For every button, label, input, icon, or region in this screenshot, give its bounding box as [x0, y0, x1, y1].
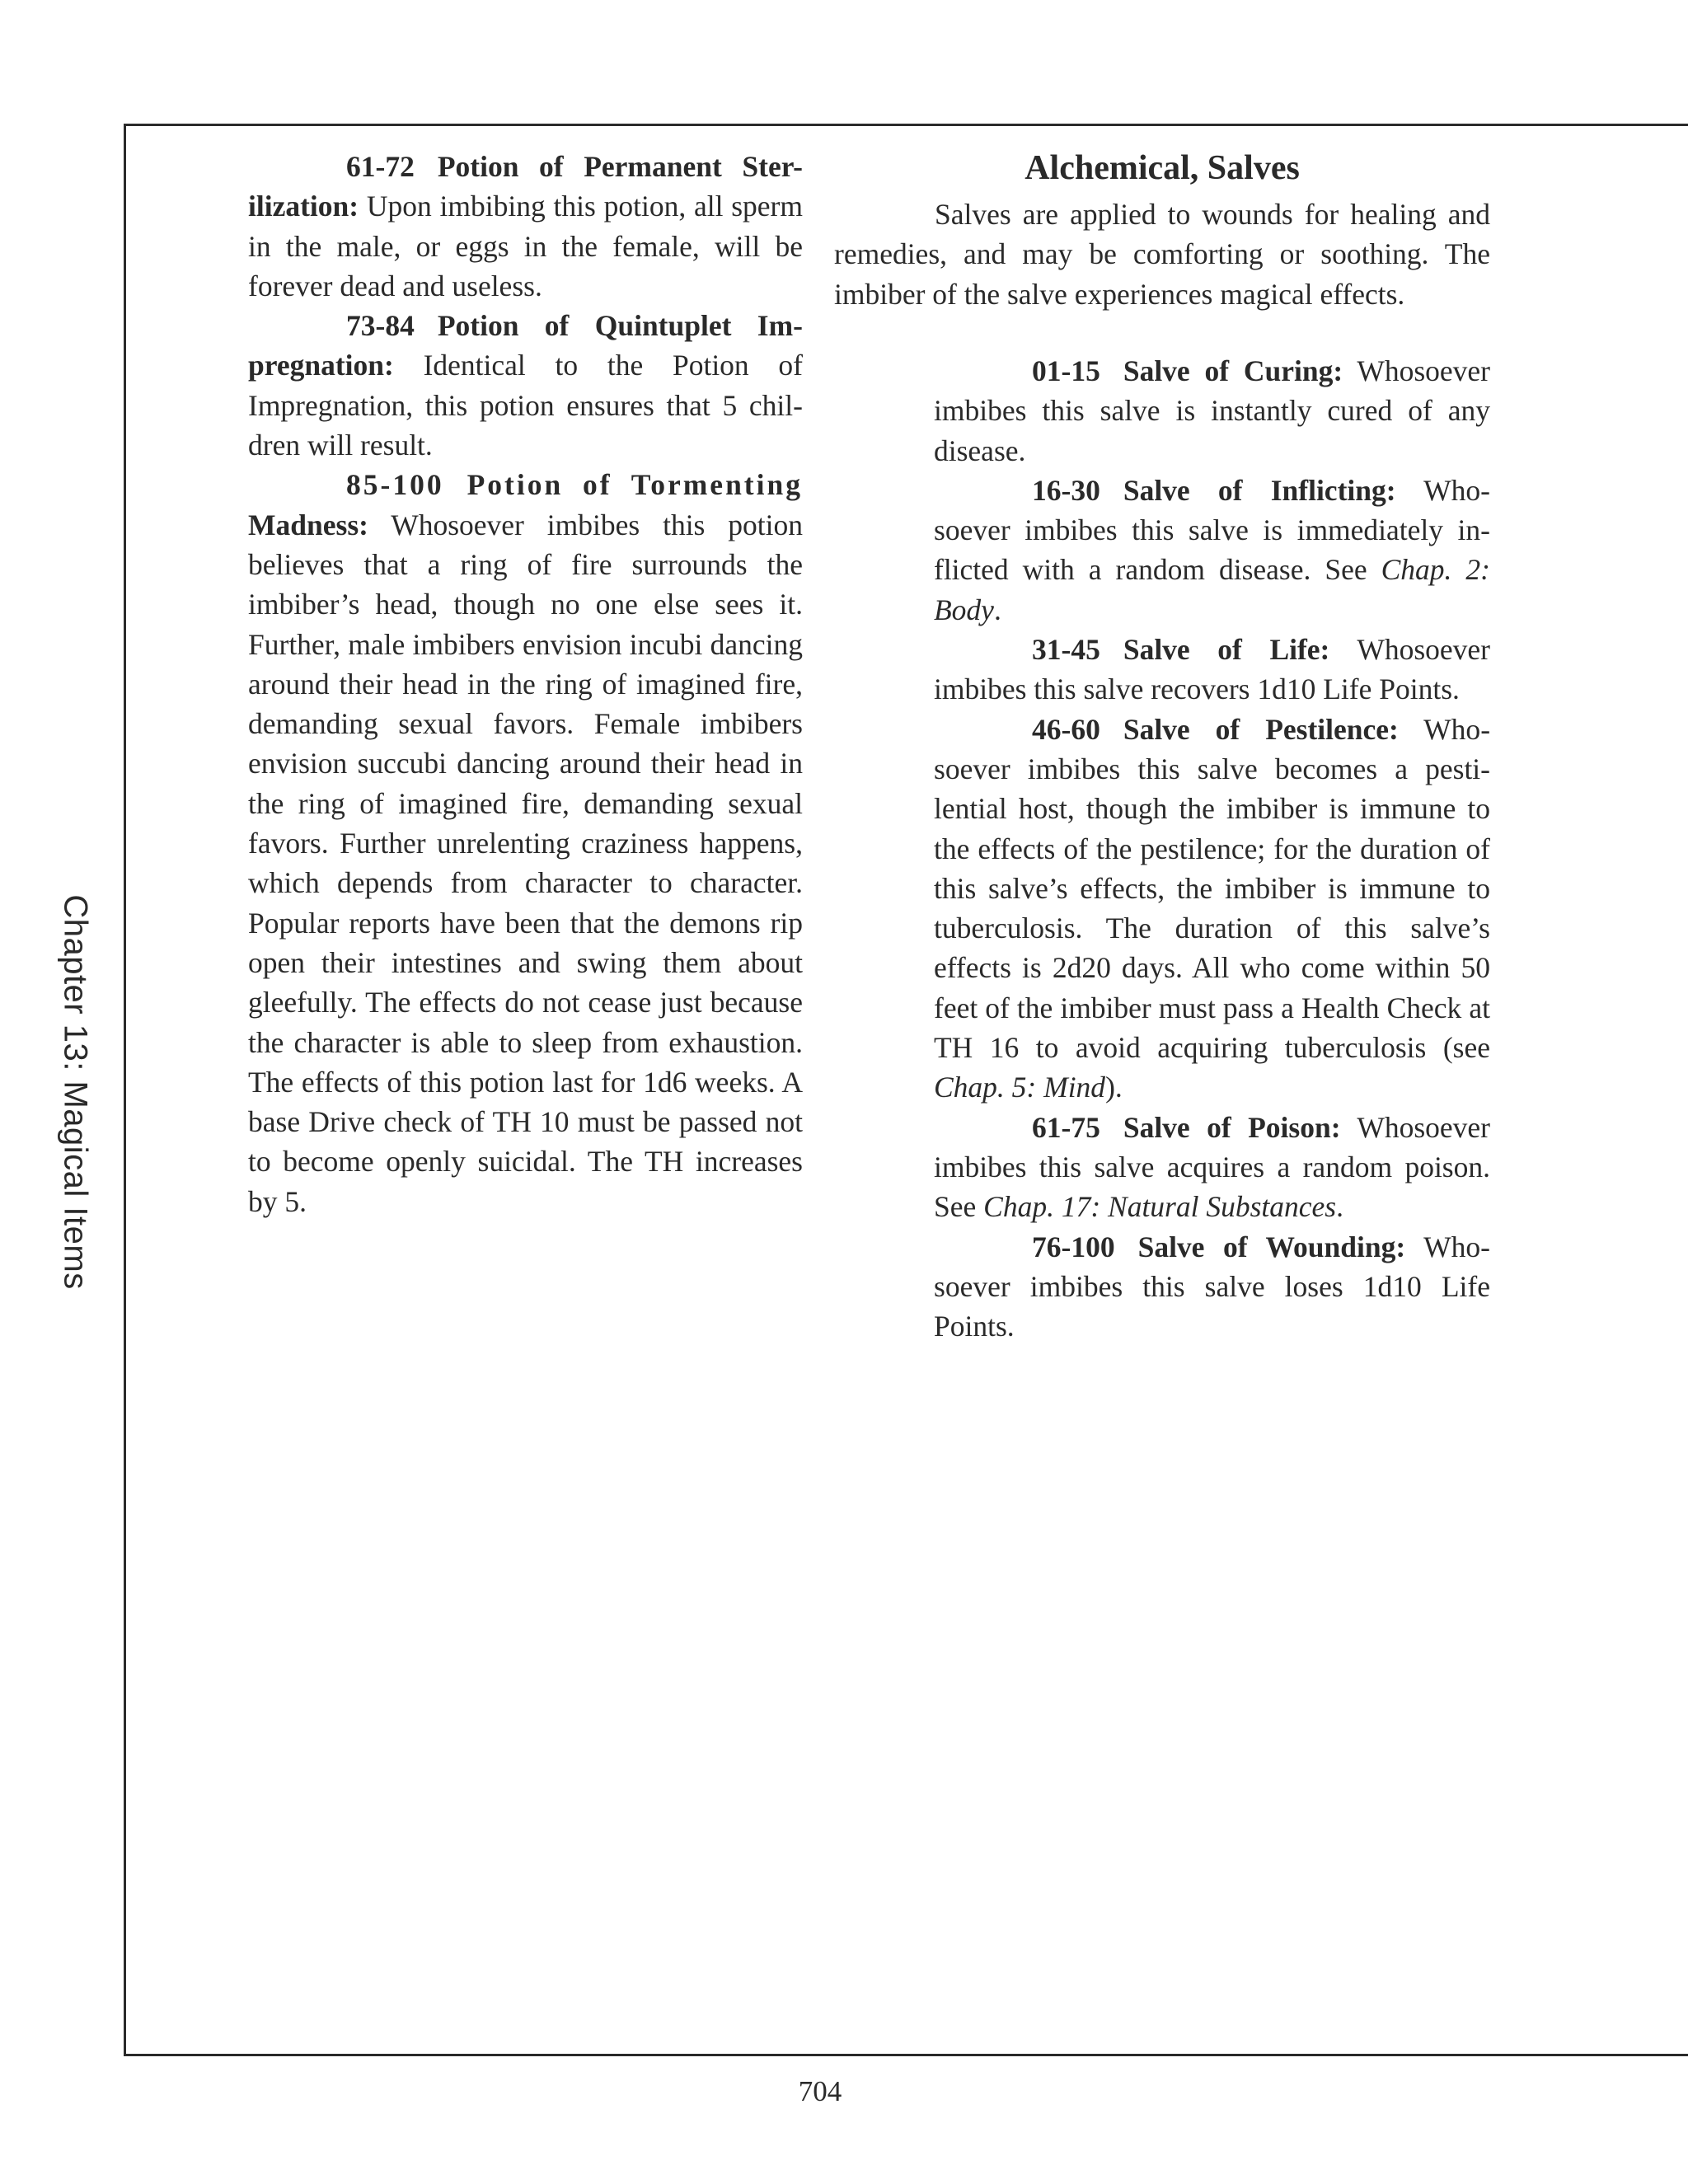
entry-text-end: ).: [1105, 1071, 1123, 1104]
entry-title: Salve of Wounding:: [1137, 1230, 1406, 1263]
entry-salve-wounding: [934, 1227, 1490, 1347]
entry-number: 61-75: [1032, 1110, 1100, 1144]
entry-potion-tormenting-madness: [248, 465, 803, 1221]
entry-number: 46-60: [1032, 712, 1100, 746]
entry-text: Whosoever imbibes this salve recovers 1d10 Life Points.: [934, 633, 1490, 706]
entry-number: 73-84: [346, 309, 415, 343]
entry-text: Upon imbibing this potion, all sperm in the male, or eggs in the female, will be forever dead and useless.: [248, 190, 803, 302]
entry-text: Whosoever imbibes this salve becomes a pestilential host, though the imbiber is immune to the effects of the pestilence; for the duration of this salve’s effects, the imbiber is immune to tuberculosis. The duration of this salve’s effects is 2d20 days. All who come within 50 feet of the imbiber must pass a Health Check at TH 16 to avoid acquiring tuberculosis (see: [934, 712, 1491, 1065]
entry-text: Whosoever imbibes this salve acquires a random poison. See: [934, 1110, 1490, 1224]
chapter-reference: Chap. 17: Natural Substances: [983, 1190, 1337, 1224]
entry-number: 85-100: [346, 468, 444, 502]
entry-text-end: .: [1336, 1190, 1343, 1224]
entry-salve-life: [934, 630, 1490, 710]
entry-salve-pestilence: [934, 710, 1490, 1108]
right-column: [934, 351, 1490, 1346]
left-column: [248, 147, 803, 1221]
entry-potion-sterilization: [248, 147, 803, 306]
entry-title: Salve of Pestilence:: [1123, 712, 1399, 746]
entry-title-cont: pregnation:: [248, 349, 394, 382]
entry-number: 31-45: [1032, 633, 1100, 667]
entry-title: Salve of Inflicting:: [1123, 473, 1396, 507]
entry-text-end: .: [993, 593, 1001, 626]
entry-title: Salve of Life:: [1123, 633, 1330, 667]
entry-text: Whosoever imbibes this salve is immediately inflicted with a random disease. See: [934, 473, 1490, 587]
entry-number: 01-15: [1032, 354, 1100, 387]
entry-title-cont: Madness:: [248, 508, 368, 541]
section-intro-text: Salves are applied to wounds for healing and remedies, and may be comforting or soothing. The imbiber of the salve experiences magical effects.: [834, 198, 1490, 311]
entry-text: Whosoever imbibes this salve loses 1d10 Life Points.: [934, 1230, 1490, 1343]
entry-salve-poison: [934, 1108, 1490, 1227]
entry-title: Salve of Curing:: [1123, 354, 1343, 387]
entry-salve-inflicting: [934, 471, 1490, 630]
section-heading: Alchemical, Salves: [1025, 149, 1300, 187]
page-frame-left-rule: [124, 124, 126, 2056]
entry-number: 61-72: [346, 150, 415, 183]
entry-text: Whosoever imbibes this salve is instantly cured of any disease.: [934, 354, 1491, 467]
entry-text: Identical to the Potion of Impregnation, this potion ensures that 5 children will result.: [248, 349, 803, 462]
entry-title: Salve of Poison:: [1123, 1110, 1341, 1144]
entry-title: Potion of Quintuplet Im-: [437, 309, 803, 343]
entry-potion-quintuplet: [248, 306, 803, 465]
chapter-side-label: Chapter 13: Magical Items: [57, 894, 94, 1290]
entry-title: Potion of Permanent Ster-: [437, 150, 803, 183]
section-intro: [834, 194, 1490, 314]
entry-number: 76-100: [1032, 1230, 1115, 1263]
page-number: 704: [798, 2075, 842, 2107]
page-frame-bottom-rule: [124, 2054, 1688, 2056]
page-frame-top-rule: [124, 124, 1688, 126]
entry-title: Potion of Tormenting: [467, 468, 803, 502]
entry-salve-curing: [934, 351, 1490, 471]
entry-number: 16-30: [1032, 473, 1100, 507]
chapter-reference: Chap. 5: Mind: [934, 1071, 1106, 1104]
entry-text: Whosoever imbibes this potion believes that a ring of fire surrounds the imbiber’s head, though no one else sees it. Further, male imbibers envision incubi dancing around their head in the ring of imagined fire, demanding sexual favors. Female imbibers envision succubi dancing around their head in the ring of imagined fire, demanding sexual favors. Further unrelenting craziness happens, which depends from character to character. Popular reports have been that the demons rip open their intestines and swing them about gleefully. The effects do not cease just because the character is able to sleep from exhaustion. The effects of this potion last for 1d6 weeks. A base Drive check of TH 10 must be passed not to become openly suicidal. The TH increases by 5.: [248, 508, 803, 1218]
entry-title-cont: ilization:: [248, 190, 359, 223]
chapter-reference: Chap. 2: Body: [934, 553, 1490, 626]
